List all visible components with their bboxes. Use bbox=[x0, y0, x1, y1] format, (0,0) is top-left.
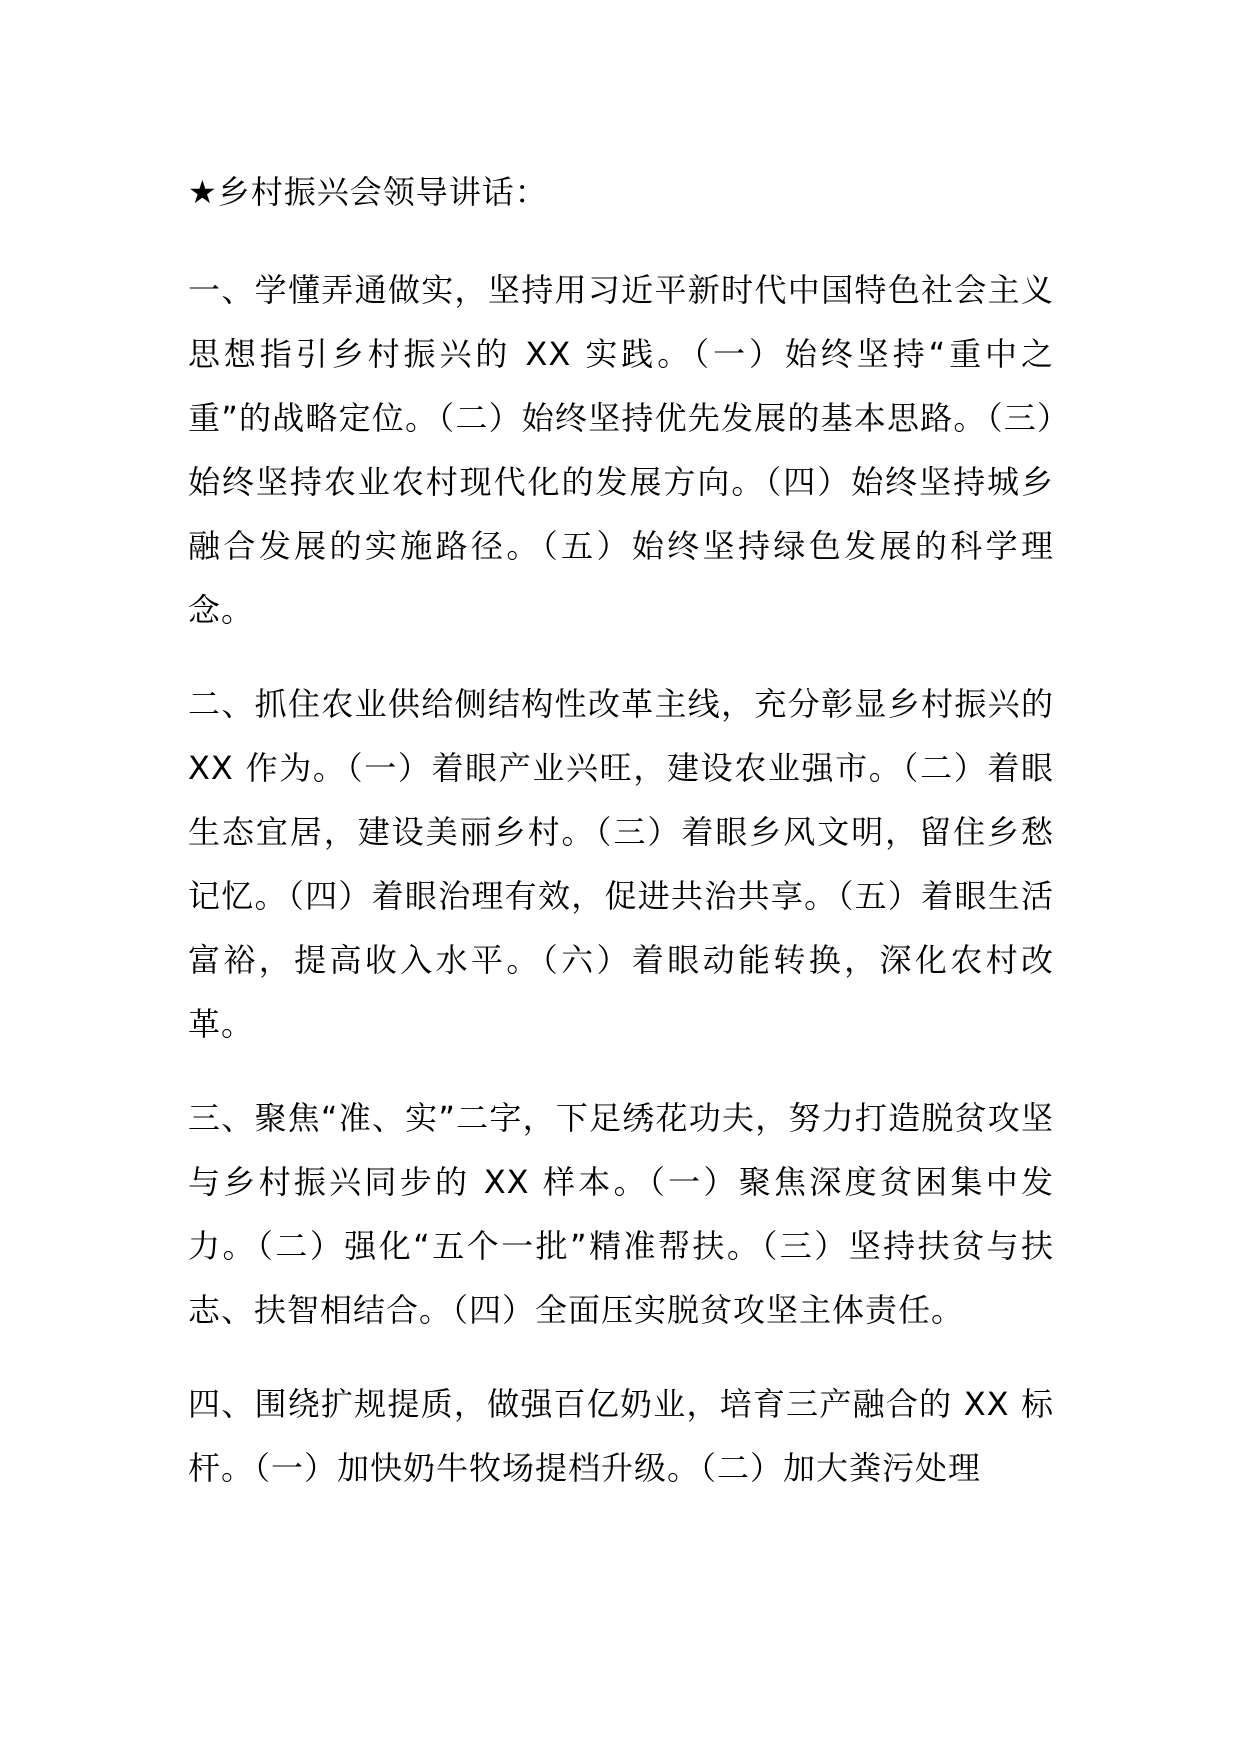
paragraph-4: 四、围绕扩规提质，做强百亿奶业，培育三产融合的 XX 标杆。（一）加快奶牛牧场提档升级。（二）加大粪污处理 bbox=[188, 1385, 1054, 1487]
paragraph-3: 三、聚焦“准、实”二字，下足绣花功夫，努力打造脱贫攻坚与乡村振兴同步的 XX 样本。（一）聚焦深度贫困集中发力。（二）强化“五个一批”精准帮扶。（三）坚持扶贫与扶志、扶智相结合。（四）全面压实脱贫攻坚主体责任。 bbox=[188, 1099, 1054, 1329]
paragraph-2: 二、抓住农业供给侧结构性改革主线，充分彰显乡村振兴的 XX 作为。（一）着眼产业兴旺，建设农业强市。（二）着眼生态宜居，建设美丽乡村。（三）着眼乡风文明，留住乡愁记忆。（四）着眼治理有效，促进共治共享。（五）着眼生活富裕，提高收入水平。（六）着眼动能转换，深化农村改革。 bbox=[188, 685, 1054, 1043]
paragraph-1: 一、学懂弄通做实，坚持用习近平新时代中国特色社会主义思想指引乡村振兴的 XX 实践。（一）始终坚持“重中之重”的战略定位。（二）始终坚持优先发展的基本思路。（三）始终坚持农业农村现代化的发展方向。（四）始终坚持城乡融合发展的实施路径。（五）始终坚持绿色发展的科学理念。 bbox=[188, 271, 1054, 629]
document-page bbox=[188, 160, 1054, 1530]
document-heading: ★乡村振兴会领导讲话： bbox=[188, 173, 548, 211]
